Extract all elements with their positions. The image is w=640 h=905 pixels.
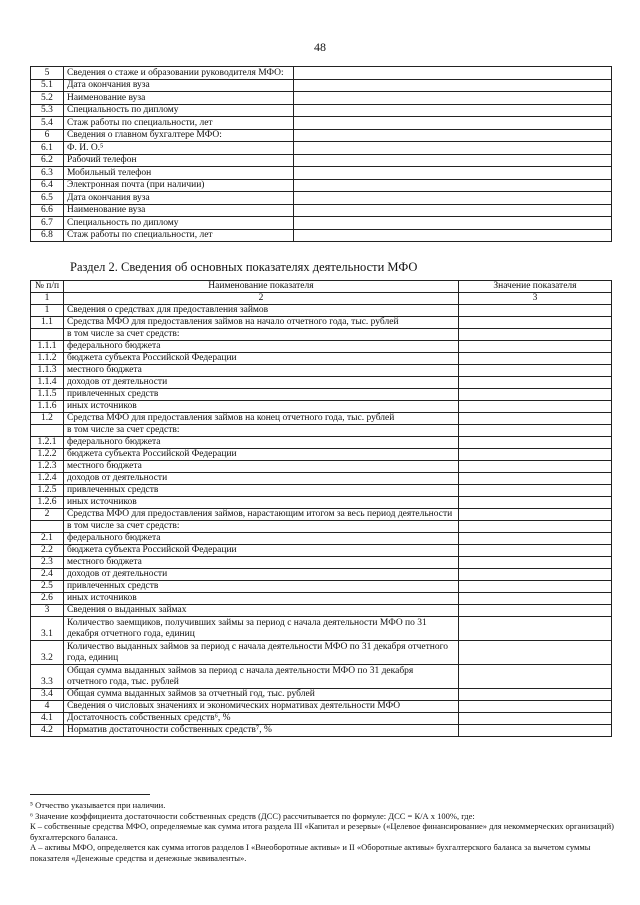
table-row (31, 605, 612, 617)
value-cell[interactable] (458, 341, 611, 353)
value-cell[interactable] (458, 569, 611, 581)
row-number: 2.2 (31, 545, 64, 557)
value-cell[interactable] (458, 581, 611, 593)
row-number: 4 (31, 701, 64, 713)
row-number: 6 (31, 129, 64, 142)
row-number: 6.4 (31, 179, 64, 192)
table-row (31, 617, 612, 641)
row-number: 6.8 (31, 229, 64, 242)
table-row (31, 317, 612, 329)
row-number: 1.2 (31, 413, 64, 425)
value-cell[interactable] (293, 67, 611, 80)
col-number-2: 2 (63, 293, 458, 305)
row-label: в том числе за счет средств: (63, 521, 458, 533)
col-number-3: 3 (458, 293, 611, 305)
table-row (31, 104, 612, 117)
row-number: 5 (31, 67, 64, 80)
row-number: 1.1.5 (31, 389, 64, 401)
row-number: 2.6 (31, 593, 64, 605)
value-cell[interactable] (458, 437, 611, 449)
row-label: федерального бюджета (63, 341, 458, 353)
value-cell[interactable] (458, 377, 611, 389)
value-cell[interactable] (458, 545, 611, 557)
row-number: 3.4 (31, 689, 64, 701)
table-row (31, 713, 612, 725)
value-cell[interactable] (293, 142, 611, 155)
row-number: 6.7 (31, 217, 64, 230)
value-cell[interactable] (458, 425, 611, 437)
row-label: федерального бюджета (63, 533, 458, 545)
table-row (31, 425, 612, 437)
row-label: Стаж работы по специальности, лет (63, 229, 293, 242)
value-cell[interactable] (458, 725, 611, 737)
table-row (31, 401, 612, 413)
table-row (31, 665, 612, 689)
table-row (31, 142, 612, 155)
value-cell[interactable] (458, 509, 611, 521)
table-indicators (30, 280, 612, 737)
table-row (31, 229, 612, 242)
value-cell[interactable] (293, 154, 611, 167)
table-header-row (31, 281, 612, 293)
row-label: местного бюджета (63, 461, 458, 473)
row-number: 1.2.3 (31, 461, 64, 473)
value-cell[interactable] (458, 305, 611, 317)
row-label: Ф. И. О.⁵ (63, 142, 293, 155)
row-number: 3.1 (31, 617, 64, 641)
value-cell[interactable] (458, 473, 611, 485)
col-number-1: 1 (31, 293, 64, 305)
row-label: Электронная почта (при наличии) (63, 179, 293, 192)
table-row (31, 154, 612, 167)
row-label: Количество заемщиков, получивших займы за период с начала деятельности МФО по 31 декабря отчетного года, единиц (63, 617, 458, 641)
row-label: Наименование вуза (63, 204, 293, 217)
table-row (31, 341, 612, 353)
value-cell[interactable] (458, 617, 611, 641)
table-row (31, 581, 612, 593)
row-number (31, 329, 64, 341)
value-cell[interactable] (458, 593, 611, 605)
table-row (31, 521, 612, 533)
header-name: Наименование показателя (63, 281, 458, 293)
row-label: Наименование вуза (63, 92, 293, 105)
row-label: иных источников (63, 401, 458, 413)
table-row (31, 689, 612, 701)
value-cell[interactable] (458, 701, 611, 713)
row-number: 2.5 (31, 581, 64, 593)
row-number: 5.4 (31, 117, 64, 130)
row-label: Общая сумма выданных займов за период с начала деятельности МФО по 31 декабря отчетного года, тыс. рублей (63, 665, 458, 689)
table-row (31, 509, 612, 521)
row-number: 4.1 (31, 713, 64, 725)
table-row (31, 167, 612, 180)
footnote-6: ⁶ Значение коэффициента достаточности собственных средств (ДСС) рассчитывается по формуле: ДСС = К/А х 100%, где: (30, 810, 475, 821)
value-cell[interactable] (458, 353, 611, 365)
row-number: 1.1.2 (31, 353, 64, 365)
row-number: 1.2.1 (31, 437, 64, 449)
row-number (31, 521, 64, 533)
row-label: доходов от деятельности (63, 473, 458, 485)
table-row (31, 701, 612, 713)
footnotes (30, 800, 615, 863)
table-row (31, 179, 612, 192)
header-value: Значение показателя (458, 281, 611, 293)
table-row (31, 485, 612, 497)
value-cell[interactable] (293, 117, 611, 130)
row-label: федерального бюджета (63, 437, 458, 449)
row-number: 3.2 (31, 641, 64, 665)
table-row (31, 204, 612, 217)
row-label: доходов от деятельности (63, 377, 458, 389)
row-number: 1.1.3 (31, 365, 64, 377)
value-cell[interactable] (458, 389, 611, 401)
row-label: доходов от деятельности (63, 569, 458, 581)
row-number: 3.3 (31, 665, 64, 689)
row-number: 6.3 (31, 167, 64, 180)
row-number: 6.6 (31, 204, 64, 217)
value-cell[interactable] (293, 104, 611, 117)
row-label: привлеченных средств (63, 389, 458, 401)
table-row (31, 117, 612, 130)
value-cell[interactable] (458, 317, 611, 329)
row-number: 1.1 (31, 317, 64, 329)
row-label: Сведения о главном бухгалтере МФО: (63, 129, 293, 142)
table-row (31, 67, 612, 80)
value-cell[interactable] (293, 179, 611, 192)
row-number: 1.2.2 (31, 449, 64, 461)
value-cell[interactable] (458, 497, 611, 509)
value-cell[interactable] (458, 449, 611, 461)
row-label: Дата окончания вуза (63, 79, 293, 92)
header-num: № п/п (31, 281, 64, 293)
value-cell[interactable] (293, 129, 611, 142)
column-number-row (31, 293, 612, 305)
value-cell[interactable] (458, 605, 611, 617)
row-label: Стаж работы по специальности, лет (63, 117, 293, 130)
table-row (31, 593, 612, 605)
row-label: бюджета субъекта Российской Федерации (63, 449, 458, 461)
row-label: иных источников (63, 497, 458, 509)
row-number: 1.1.4 (31, 377, 64, 389)
row-number: 6.2 (31, 154, 64, 167)
row-label: в том числе за счет средств: (63, 329, 458, 341)
value-cell[interactable] (458, 401, 611, 413)
row-label: Дата окончания вуза (63, 192, 293, 205)
table-row (31, 413, 612, 425)
table-row (31, 449, 612, 461)
value-cell[interactable] (293, 92, 611, 105)
row-number: 3 (31, 605, 64, 617)
table-row (31, 461, 612, 473)
row-label: иных источников (63, 593, 458, 605)
row-label: Сведения о средствах для предоставления займов (63, 305, 458, 317)
table-row (31, 641, 612, 665)
footnote-5: ⁵ Отчество указывается при наличии. (30, 800, 166, 810)
table-leader-info (30, 66, 612, 242)
table-row (31, 305, 612, 317)
table-row (31, 725, 612, 737)
row-label: Сведения о стаже и образовании руководителя МФО: (63, 67, 293, 80)
value-cell[interactable] (458, 485, 611, 497)
table-row (31, 365, 612, 377)
value-cell[interactable] (293, 229, 611, 242)
row-label: местного бюджета (63, 365, 458, 377)
row-label: в том числе за счет средств: (63, 425, 458, 437)
row-number: 2.1 (31, 533, 64, 545)
page-number: 48 (314, 40, 326, 54)
row-label: Средства МФО для предоставления займов на конец отчетного года, тыс. рублей (63, 413, 458, 425)
footnote-6-k: К – собственные средства МФО, определяемые как сумма итога раздела III «Капитал и резервы» («Целевое финансирование» для некоммерческих организаций) бухгалтерского баланса. (30, 821, 614, 842)
value-cell[interactable] (293, 79, 611, 92)
row-label: бюджета субъекта Российской Федерации (63, 353, 458, 365)
table-row (31, 557, 612, 569)
table-row (31, 497, 612, 509)
row-number: 2 (31, 509, 64, 521)
value-cell[interactable] (458, 329, 611, 341)
row-number: 1.2.4 (31, 473, 64, 485)
value-cell[interactable] (293, 167, 611, 180)
row-number: 1.2.5 (31, 485, 64, 497)
table-row (31, 129, 612, 142)
row-number: 6.1 (31, 142, 64, 155)
row-number: 4.2 (31, 725, 64, 737)
row-label: привлеченных средств (63, 485, 458, 497)
row-number: 5.3 (31, 104, 64, 117)
row-label: привлеченных средств (63, 581, 458, 593)
value-cell[interactable] (458, 689, 611, 701)
row-label: Специальность по диплому (63, 217, 293, 230)
row-number: 1.1.1 (31, 341, 64, 353)
row-label: Количество выданных займов за период с начала деятельности МФО по 31 декабря отчетного года, единиц (63, 641, 458, 665)
row-number: 5.1 (31, 79, 64, 92)
value-cell[interactable] (458, 665, 611, 689)
value-cell[interactable] (458, 557, 611, 569)
value-cell[interactable] (458, 365, 611, 377)
row-number: 5.2 (31, 92, 64, 105)
footnote-6-a: А – активы МФО, определяется как сумма итогов разделов I «Внеоборотные активы» и II «Оборотные активы» бухгалтерского баланса за вычетом суммы показателя «Денежные средства и денежные эквиваленты». (30, 842, 591, 863)
row-label: Норматив достаточности собственных средств⁷, % (63, 725, 458, 737)
table-row (31, 569, 612, 581)
row-number: 2.4 (31, 569, 64, 581)
row-label: Средства МФО для предоставления займов на начало отчетного года, тыс. рублей (63, 317, 458, 329)
table-row (31, 329, 612, 341)
table-row (31, 437, 612, 449)
table-row (31, 377, 612, 389)
table-row (31, 389, 612, 401)
value-cell[interactable] (458, 641, 611, 665)
row-label: Средства МФО для предоставления займов, нарастающим итогом за весь период деятельности (63, 509, 458, 521)
row-label: Мобильный телефон (63, 167, 293, 180)
row-number: 1.2.6 (31, 497, 64, 509)
table-row (31, 545, 612, 557)
table-row (31, 473, 612, 485)
row-label: Достаточность собственных средств⁶, % (63, 713, 458, 725)
row-number (31, 425, 64, 437)
row-label: бюджета субъекта Российской Федерации (63, 545, 458, 557)
value-cell[interactable] (293, 192, 611, 205)
row-label: Рабочий телефон (63, 154, 293, 167)
row-label: Общая сумма выданных займов за отчетный год, тыс. рублей (63, 689, 458, 701)
footnote-divider (30, 794, 150, 795)
table-row (31, 192, 612, 205)
row-number: 6.5 (31, 192, 64, 205)
row-label: Специальность по диплому (63, 104, 293, 117)
row-number: 1 (31, 305, 64, 317)
table-row (31, 92, 612, 105)
value-cell[interactable] (293, 204, 611, 217)
row-label: местного бюджета (63, 557, 458, 569)
table-row (31, 217, 612, 230)
value-cell[interactable] (458, 713, 611, 725)
table-row (31, 353, 612, 365)
section-2-title: Раздел 2. Сведения об основных показателях деятельности МФО (70, 260, 418, 274)
row-label: Сведения о числовых значениях и экономических нормативах деятельности МФО (63, 701, 458, 713)
value-cell[interactable] (293, 217, 611, 230)
row-number: 2.3 (31, 557, 64, 569)
row-label: Сведения о выданных займах (63, 605, 458, 617)
value-cell[interactable] (458, 461, 611, 473)
value-cell[interactable] (458, 521, 611, 533)
value-cell[interactable] (458, 413, 611, 425)
table-row (31, 533, 612, 545)
table-row (31, 79, 612, 92)
row-number: 1.1.6 (31, 401, 64, 413)
value-cell[interactable] (458, 533, 611, 545)
